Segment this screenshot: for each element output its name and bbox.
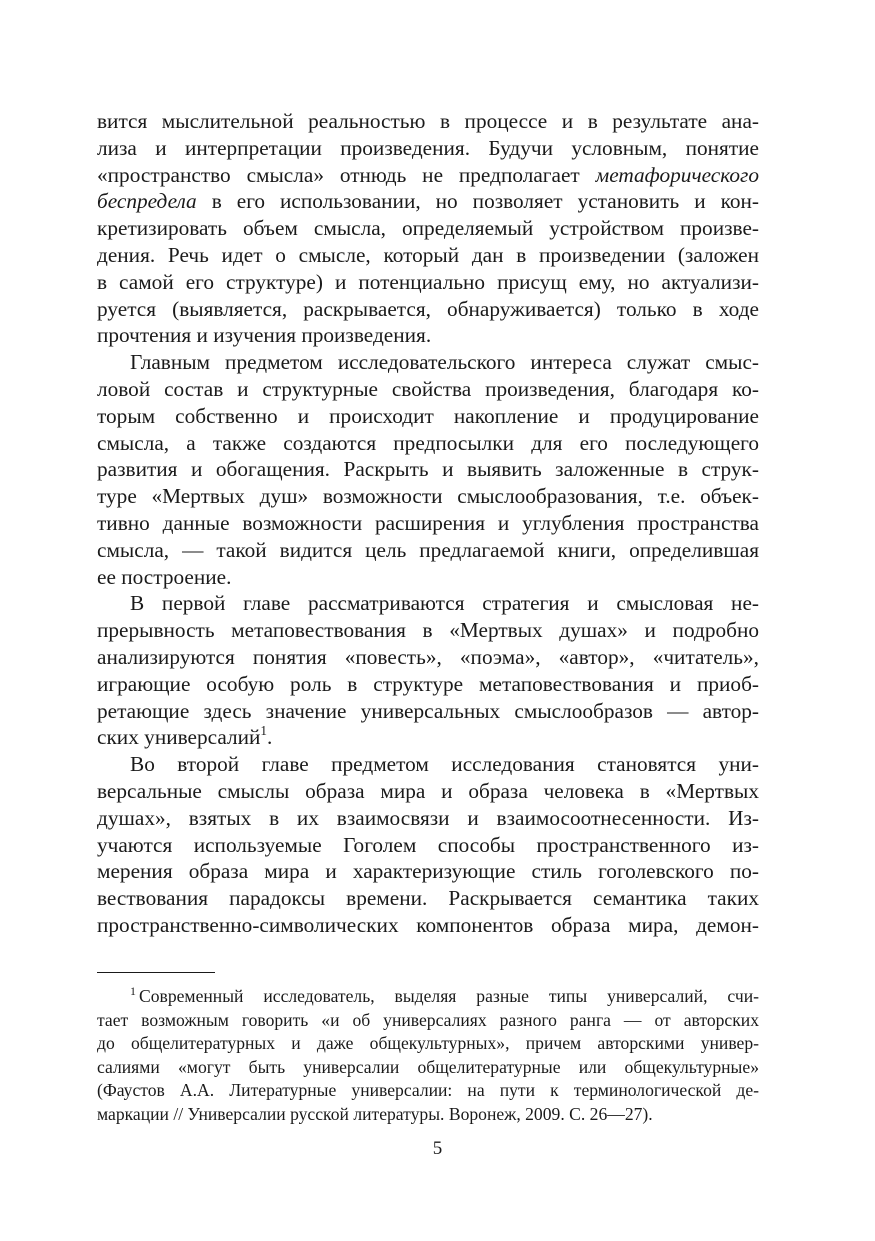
footnote-line: (Фаустов А.А. Литературные универсалии: на пути к терминологической де- [97, 1080, 759, 1101]
italic-term: беспредела [97, 189, 197, 214]
text-span: ских универсалий [97, 725, 261, 750]
text-line: вествования парадоксы времени. Раскрывается семантика таких [97, 886, 759, 911]
main-text [97, 108, 759, 939]
text-line: прочтения и изучения произведения. [97, 323, 432, 348]
text-line: мерения образа мира и характеризующие стиль гоголевского по- [97, 859, 759, 884]
text-line: руется (выявляется, раскрывается, обнаруживается) только в ходе [97, 296, 759, 321]
text-line: играющие особую роль в структуре метаповествования и приоб- [97, 671, 759, 696]
text-line: тивно данные возможности расширения и углубления пространства [97, 510, 759, 535]
footnote [97, 985, 759, 1127]
text-line: прерывность метаповествования в «Мертвых душах» и подробно [97, 618, 759, 643]
text-line: анализируются понятия «повесть», «поэма», «автор», «читатель», [97, 644, 759, 669]
text-line: торым собственно и происходит накопление и продуцирование [97, 403, 759, 428]
text-line: ретающие здесь значение универсальных смыслообразов — автор- [97, 698, 759, 723]
footnote-line: тает возможным говорить «и об универсалиях разного ранга — от авторских [97, 1009, 759, 1030]
text-span: «пространство смысла» отнюдь не предполагает [97, 162, 596, 187]
text-line: версальные смыслы образа мира и образа человека в «Мертвых [97, 778, 759, 803]
footnote-marker: 1 [130, 984, 136, 999]
text-line: душах», взятых в их взаимосвязи и взаимосоотнесенности. Из- [97, 805, 759, 830]
text-line: Главным предметом исследовательского интереса служат смыс- [130, 350, 759, 375]
footnote-line [97, 985, 759, 1009]
text-line: в самой его структуре) и потенциально присущ ему, но актуализи- [97, 269, 759, 294]
text-line: смысла, — такой видится цель предлагаемой книги, определившая [97, 537, 759, 562]
text-span: в его использовании, но позволяет установить и кон- [196, 189, 759, 214]
text-line: Во второй главе предметом исследования становятся уни- [130, 752, 759, 777]
text-line: ее построение. [97, 564, 232, 589]
text-line: смысла, а также создаются предпосылки для его последующего [97, 430, 759, 455]
text-line [97, 724, 759, 751]
text-line: дения. Речь идет о смысле, который дан в произведении (заложен [97, 242, 759, 267]
text-line: лиза и интерпретации произведения. Будучи условным, понятие [97, 135, 759, 160]
text-line [97, 162, 759, 189]
text-line: В первой главе рассматриваются стратегия и смысловая не- [130, 591, 759, 616]
text-line: ловой состав и структурные свойства произведения, благодаря ко- [97, 376, 759, 401]
footnote-line: до общелитературных и даже общекультурных», причем авторскими универ- [97, 1033, 759, 1054]
italic-term: метафорического [595, 162, 759, 187]
text-line: развития и обогащения. Раскрыть и выявить заложенные в струк- [97, 457, 759, 482]
footnote-divider [97, 972, 215, 973]
text-line [97, 188, 759, 215]
text-line: кретизировать объем смысла, определяемый устройством произве- [97, 216, 759, 241]
text-span: Современный исследователь, выделяя разные типы универсалий, счи- [138, 986, 759, 1006]
footnote-line: салиями «могут быть универсалии общелитературные или общекультурные» [97, 1056, 759, 1077]
text-span: . [267, 725, 273, 750]
text-line: вится мыслительной реальностью в процессе и в результате ана- [97, 109, 759, 133]
text-line: учаются используемые Гоголем способы пространственного из- [97, 832, 759, 857]
text-line: туре «Мертвых душ» возможности смыслообразования, т.е. объек- [97, 484, 759, 509]
page-number: 5 [432, 1138, 443, 1159]
footnote-line: маркации // Универсалии русской литературы. Воронеж, 2009. С. 26—27). [97, 1103, 653, 1124]
text-line: пространственно-символических компонентов образа мира, демон- [97, 912, 759, 937]
footnote-reference[interactable]: 1 [260, 723, 268, 739]
